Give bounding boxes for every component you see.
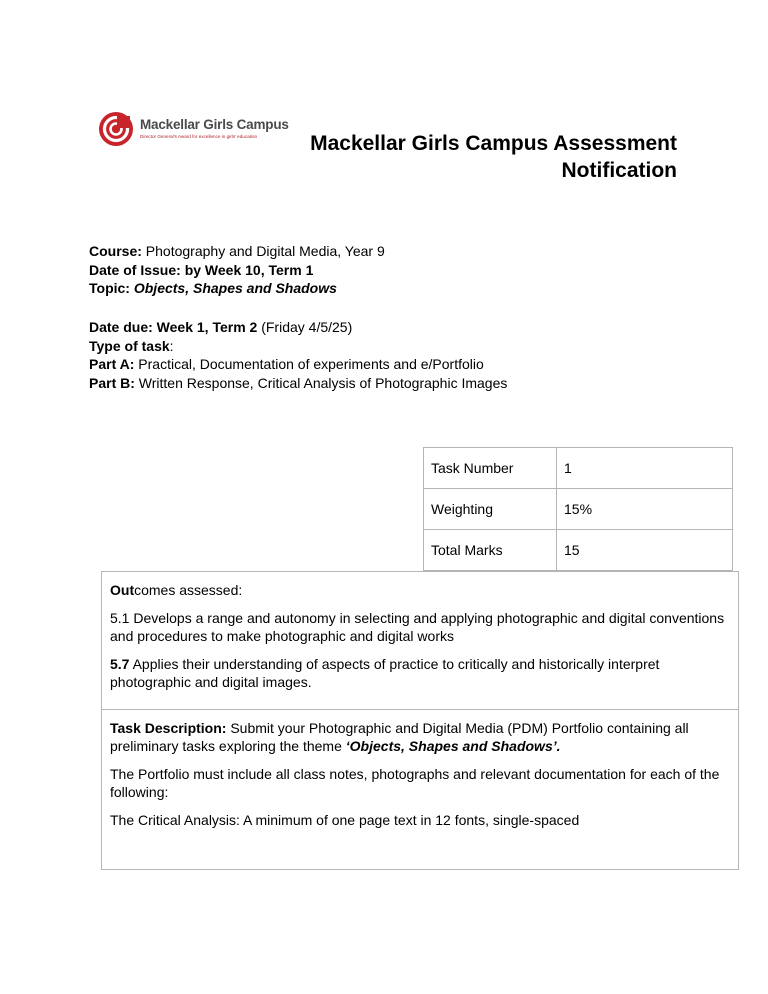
logo-tagline: Director General's Award for excellence in girls' education (140, 133, 258, 139)
outcome-text: Applies their understanding of aspects of practice to critically and historically interpret photographic and digital images. (110, 656, 660, 690)
task-theme: ‘Objects, Shapes and Shadows’. (345, 738, 561, 754)
part-a-value: Practical, Documentation of experiments and e/Portfolio (134, 356, 484, 372)
table-row (424, 448, 733, 489)
table-cell-label: Task Number (424, 448, 557, 489)
task-info (89, 318, 507, 392)
critical-analysis-requirement: The Critical Analysis: A minimum of one page text in 12 fonts, single-spaced (110, 812, 580, 828)
outcomes-heading-bold: Out (110, 582, 135, 598)
school-logo (97, 107, 302, 151)
outcomes-box (101, 571, 739, 710)
table-cell-label: Total Marks (424, 530, 557, 571)
topic-value: Objects, Shapes and Shadows (133, 280, 337, 296)
part-a-line (89, 355, 507, 374)
part-b-value: Written Response, Critical Analysis of Photographic Images (134, 374, 508, 391)
title-line-2: Notification (561, 159, 677, 182)
task-details-table (423, 447, 733, 571)
outcome-code: 5.7 (110, 656, 130, 672)
type-colon: : (169, 337, 174, 354)
part-a-label: Part A: (89, 356, 135, 372)
due-label: Date due: Week 1, Term 2 (89, 319, 258, 335)
outcome-item-5-7 (110, 655, 730, 691)
table-cell-value: 1 (557, 448, 733, 489)
title-line-1: Mackellar Girls Campus Assessment (310, 132, 677, 155)
due-value: (Friday 4/5/25) (257, 319, 353, 335)
type-line (89, 337, 507, 356)
task-description-box (101, 709, 739, 870)
table-row (424, 489, 733, 530)
task-description-label: Task Description: (110, 720, 227, 736)
outcome-item-5-1: 5.1 Develops a range and autonomy in selecting and applying photographic and digital conventions and procedures to make photographic and digital works (110, 610, 725, 644)
part-b-label: Part B: (89, 374, 135, 391)
portfolio-requirements: The Portfolio must include all class notes, photographs and relevant documentation for each of the following: (110, 766, 720, 800)
logo-name: Mackellar Girls Campus (140, 117, 289, 133)
table-cell-value: 15% (557, 489, 733, 530)
course-info (89, 242, 385, 298)
table-cell-label: Weighting (424, 489, 557, 530)
topic-label: Topic: (89, 280, 130, 296)
outcomes-heading-rest: comes assessed: (134, 582, 243, 598)
table-row (424, 530, 733, 571)
table-cell-value: 15 (557, 530, 733, 571)
school-emblem-icon (97, 110, 135, 148)
due-line (89, 318, 507, 337)
task-description-text: Submit your Photographic and Digital Media (PDM) Portfolio containing all preliminary tasks exploring the theme (110, 720, 689, 754)
topic-line (89, 279, 385, 298)
course-label: Course: (89, 243, 142, 259)
issue-date: Date of Issue: by Week 10, Term 1 (89, 261, 314, 278)
page-title (310, 130, 677, 184)
outcomes-heading (110, 581, 730, 599)
type-label: Type of task (89, 337, 170, 354)
task-description-para (110, 719, 730, 755)
part-b-line (89, 374, 507, 393)
course-value: Photography and Digital Media, Year 9 (141, 243, 385, 259)
course-line (89, 242, 385, 261)
